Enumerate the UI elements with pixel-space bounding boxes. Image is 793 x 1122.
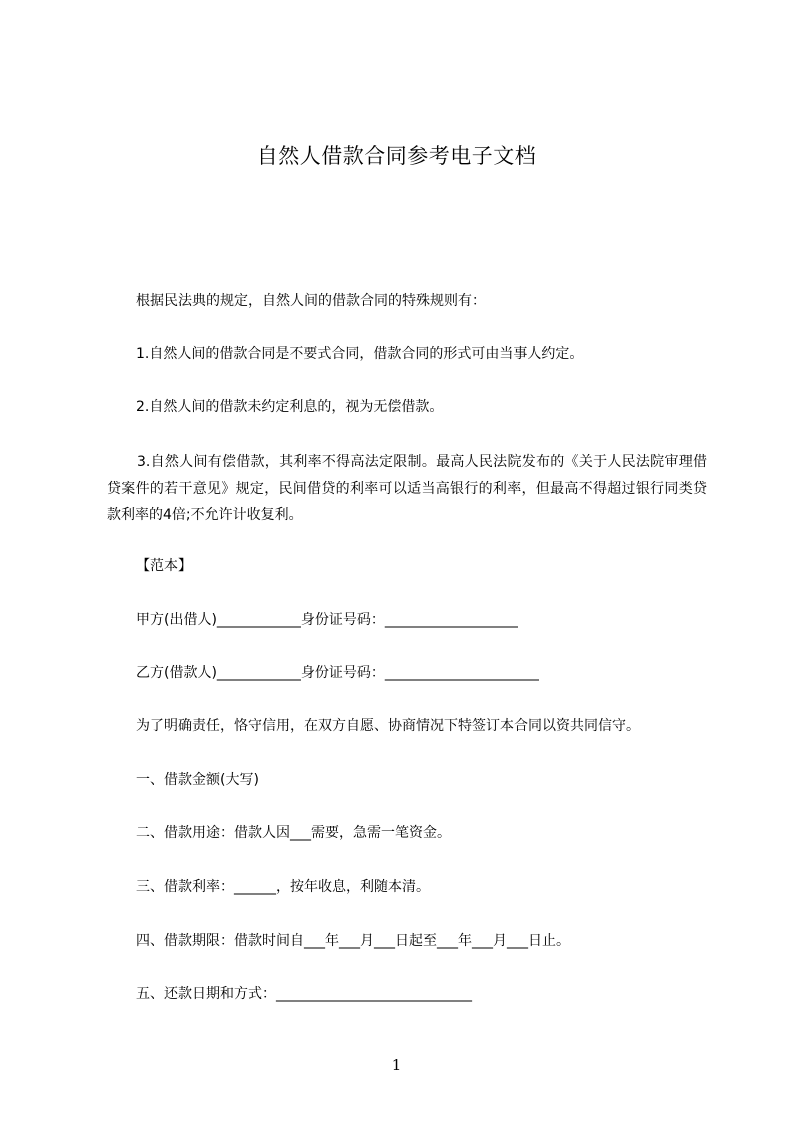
rule-3: 3.自然人间有偿借款，其利率不得高法定限制。最高人民法院发布的《关于人民法院审理借贷案件的若干意见》规定，民间借贷的利率可以适当高银行的利率，但最高不得超过银行同类贷款利率的4倍;不允许计收复利。 [107,454,707,523]
rule-2: 2.自然人间的借款未约定利息的，视为无偿借款。 [136,399,444,415]
party-b-line: 乙方(借款人)____________身份证号码：______________________ [136,665,539,681]
clause-5: 五、还款日期和方式：____________________________ [136,986,472,1002]
clause-1: 一、借款金额(大写) [136,772,259,788]
clause-4: 四、借款期限：借款时间自___年___月___日起至___年___月___日止。 [136,933,570,949]
preamble-paragraph: 为了明确责任，恪守信用，在双方自愿、协商情况下特签订本合同以资共同信守。 [136,718,640,734]
document-title: 自然人借款合同参考电子文档 [256,144,537,168]
intro-paragraph: 根据民法典的规定，自然人间的借款合同的特殊规则有： [136,293,486,309]
clause-2: 二、借款用途：借款人因___需要，急需一笔资金。 [136,825,451,841]
rule-1: 1.自然人间的借款合同是不要式合同，借款合同的形式可由当事人约定。 [136,346,584,362]
clause-3: 三、借款利率：______，按年收息，利随本清。 [136,879,430,895]
page-number: 1 [391,1056,402,1074]
party-a-line: 甲方(出借人)____________身份证号码：___________________ [136,612,518,628]
template-heading: 【范本】 [136,558,192,574]
